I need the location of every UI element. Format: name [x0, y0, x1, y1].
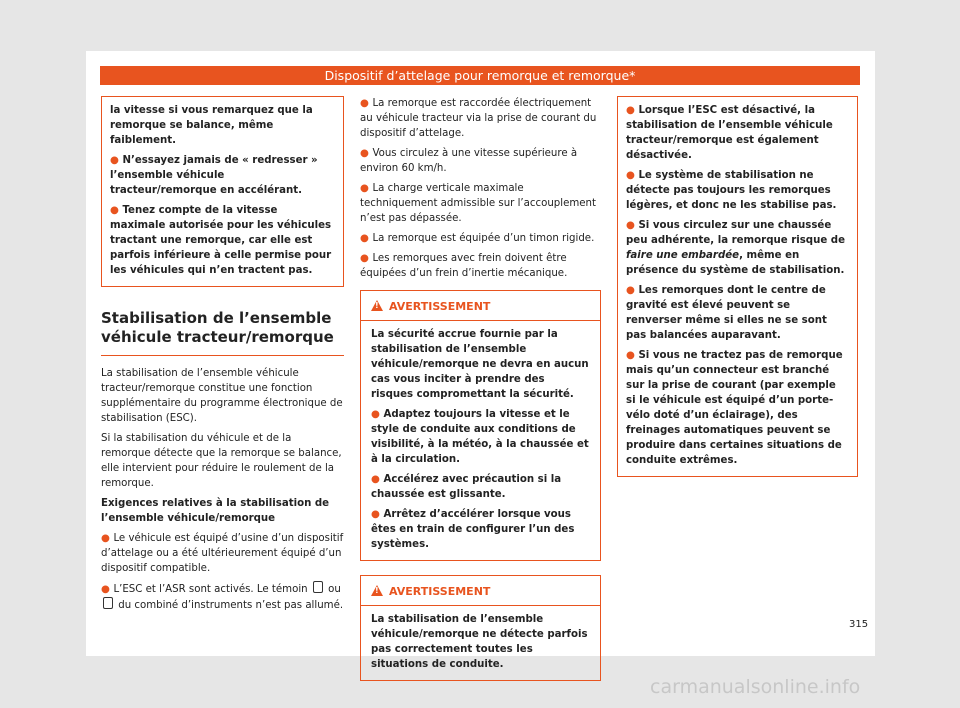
list-item: ● La remorque est équipée d’un timon rigide. [360, 233, 595, 244]
warning-triangle-icon [371, 585, 383, 596]
caution-bullet: ● Les remorques dont le centre de gravité est élevé peuvent se renverser même si elles ne se sont pas balancées auparavant. [626, 285, 827, 341]
bullet-icon: ● [371, 409, 384, 420]
caution-bullet: ● Si vous circulez sur une chaussée peu adhérente, la remorque risque de faire une embardée, même en présence du système de stabilisation. [626, 220, 845, 276]
column-right [617, 96, 858, 477]
section-title: Stabilisation de l’ensemble véhicule tracteur/remorque [101, 309, 334, 346]
caution-bullet: ● Lorsque l’ESC est désactivé, la stabilisation de l’ensemble véhicule tracteur/remorque est également désactivée. [626, 105, 833, 161]
page-number: 315 [849, 619, 869, 630]
bullet-icon: ● [110, 205, 123, 216]
bullet-icon: ● [360, 233, 373, 244]
list-item: ● Vous circulez à une vitesse supérieure à environ 60 km/h. [360, 148, 578, 174]
bullet-icon: ● [626, 350, 639, 361]
bullet-icon: ● [110, 155, 123, 166]
caution-bullet: ● Le système de stabilisation ne détecte pas toujours les remorques légères, et donc ne les stabilise pas. [626, 170, 837, 211]
warning-header: !AVERTISSEMENT [371, 584, 590, 599]
warning-header: !AVERTISSEMENT [371, 299, 590, 314]
bullet-icon: ● [626, 170, 639, 181]
page-header-title: Dispositif d’attelage pour remorque et remorque* [100, 66, 860, 85]
bullet-icon: ● [371, 474, 384, 485]
subheading: Exigences relatives à la stabilisation de l’ensemble véhicule/remorque [101, 498, 330, 524]
esc-warning-icon [313, 581, 323, 593]
bullet-icon: ● [101, 533, 114, 544]
esc-off-warning-icon [103, 597, 113, 609]
caution-box [617, 96, 858, 477]
paragraph: Si la stabilisation du véhicule et de la remorque détecte que la remorque se balance, elle intervient pour réduire le roulement de la remorque. [101, 433, 342, 489]
caution-bullet: ● Tenez compte de la vitesse maximale autorisée pour les véhicules tractant une remorque, car elle est parfois inférieure à celle permise pour les véhicules qui n’en tractent pas. [110, 205, 332, 276]
bullet-icon: ● [626, 105, 639, 116]
warning-box [360, 290, 601, 561]
bullet-icon: ● [371, 509, 384, 520]
bullet-icon: ● [360, 98, 373, 109]
warning-bullet: ● Adaptez toujours la vitesse et le style de conduite aux conditions de visibilité, à la météo, à la chaussée et à la circulation. [371, 409, 589, 465]
warning-divider [361, 605, 600, 606]
caution-bullet: ● Si vous ne tractez pas de remorque mais qu’un connecteur est branché sur la prise de courant (par exemple si le véhicule est équipé d’un porte-vélo doté d’un éclairage), des freinages automatiques peuvent se produire dans certaines situations de conduite extrêmes. [626, 350, 843, 466]
warning-text: La sécurité accrue fournie par la stabilisation de l’ensemble véhicule/remorque ne devra en aucun cas vous inciter à prendre des risques compromettant la sécurité. [371, 329, 589, 400]
section-divider [101, 355, 344, 356]
paragraph: La stabilisation de l’ensemble véhicule tracteur/remorque constitue une fonction supplémentaire du programme électronique de stabilisation (ESC). [101, 368, 343, 424]
warning-bullet: ● Accélérez avec précaution si la chaussée est glissante. [371, 474, 562, 500]
bullet-icon: ● [626, 220, 639, 231]
bullet-icon: ● [626, 285, 639, 296]
warning-divider [361, 320, 600, 321]
list-item: ● Le véhicule est équipé d’usine d’un dispositif d’attelage ou a été ultérieurement équipé d’un dispositif compatible. [101, 533, 344, 574]
list-item: ● La charge verticale maximale techniquement admissible sur l’accouplement n’est pas dépassée. [360, 183, 596, 224]
warning-triangle-icon [371, 300, 383, 311]
column-middle [360, 96, 601, 681]
warning-text: La stabilisation de l’ensemble véhicule/remorque ne détecte parfois pas correctement toutes les situations de conduite. [371, 614, 588, 670]
list-item: ● L’ESC et l’ASR sont activés. Le témoin ou du combiné d’instruments n’est pas allumé. [101, 581, 344, 613]
caution-box-continued [101, 96, 344, 287]
warning-box [360, 575, 601, 681]
column-left [101, 96, 344, 618]
caution-intro: la vitesse si vous remarquez que la remorque se balance, même faiblement. [110, 105, 313, 146]
warning-bullet: ● Arrêtez d’accélérer lorsque vous êtes en train de configurer l’un des systèmes. [371, 509, 575, 550]
bullet-icon: ● [360, 183, 373, 194]
caution-bullet: ● N’essayez jamais de « redresser » l’ensemble véhicule tracteur/remorque en accélérant. [110, 155, 318, 196]
watermark: carmanualsonline.info [650, 676, 861, 698]
bullet-icon: ● [360, 253, 373, 264]
bullet-icon: ● [101, 584, 114, 595]
list-item: ● Les remorques avec frein doivent être équipées d’un frein d’inertie mécanique. [360, 253, 568, 279]
bullet-icon: ● [360, 148, 373, 159]
list-item: ● La remorque est raccordée électriquement au véhicule tracteur via la prise de courant du dispositif d’attelage. [360, 98, 597, 139]
